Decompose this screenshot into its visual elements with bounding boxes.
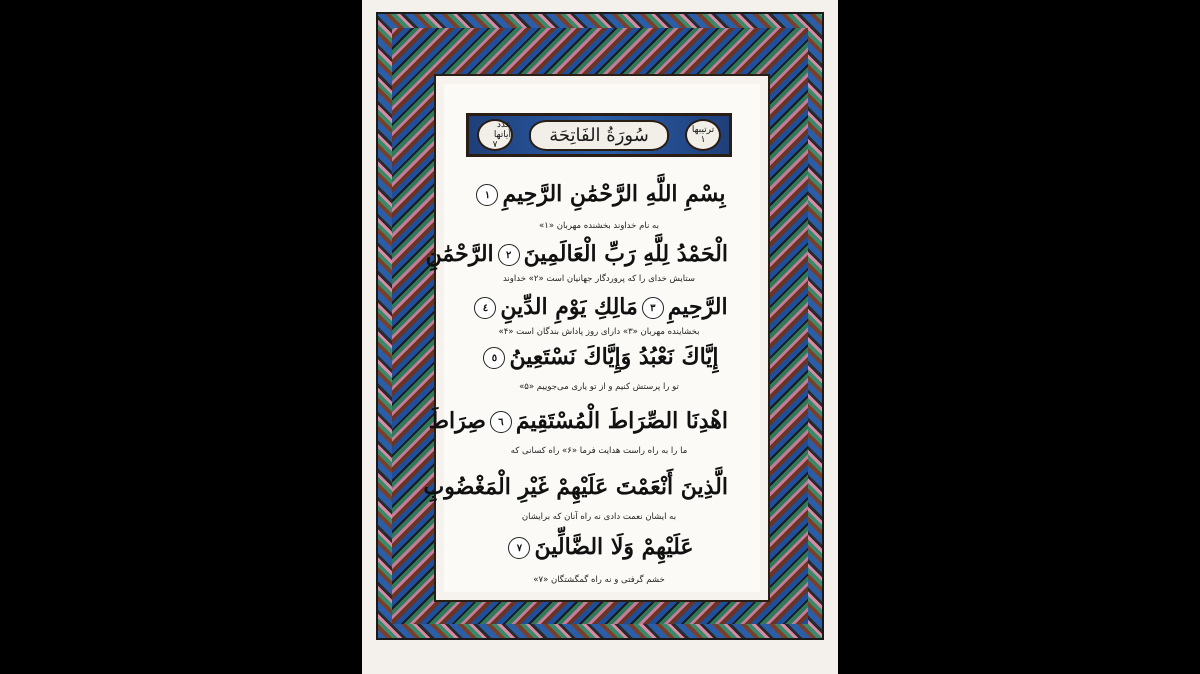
verse-6-arabic <box>428 408 728 434</box>
verse-2-arabic <box>425 241 728 267</box>
verse-5-arabic <box>470 344 728 370</box>
ayah-number-marker: ٤ <box>474 297 496 319</box>
verse-1-translation: به نام خداوند بخشنده مهربان «۱» <box>539 221 659 231</box>
ayah-number-marker: ٥ <box>483 347 505 369</box>
verse-2-translation: ستایش خدای را که پروردگار جهانیان است «۲» خداوند <box>502 274 696 284</box>
surah-order-medallion <box>685 119 721 151</box>
verse-text-continued: صِرَاطَ <box>428 408 486 434</box>
surah-title: سُورَةُ الفَاتِحَة <box>529 120 669 151</box>
verse-count-value: ٧ <box>492 140 498 150</box>
verse-6-translation: ما را به راه راست هدایت فرما «۶» راه کسانی که <box>510 446 688 456</box>
ayah-number-marker: ١ <box>476 184 498 206</box>
surah-order-label: ترتیبها <box>691 125 715 135</box>
verse-7b-translation: خشم گرفتی و نه راه گمگشتگان «۷» <box>533 575 665 585</box>
ayah-number-marker: ٧ <box>508 537 530 559</box>
verse-text-continued: مَالِكِ يَوْمِ الدِّينِ <box>500 294 638 320</box>
verse-text: الَّذِينَ أَنْعَمْتَ عَلَيْهِمْ غَيْرِ الْمَغْضُوبِ <box>423 474 728 500</box>
verse-text-continued: الرَّحْمَٰنِ <box>425 241 494 267</box>
verse-count-medallion <box>477 119 513 151</box>
ayah-number-marker: ٣ <box>642 297 664 319</box>
verse-7a-translation: به ایشان نعمت دادی نه راه آنان که برایشان <box>521 512 677 522</box>
verse-5-translation: تو را پرستش کنیم و از تو یاری می‌جوییم «۵» <box>519 382 679 392</box>
verse-3-arabic <box>470 294 728 320</box>
verse-text: الرَّحِيمِ <box>667 294 728 320</box>
ayah-number-marker: ٦ <box>490 411 512 433</box>
verse-3-translation: بخشاینده مهربان «۳» دارای روز پاداش بندگان است «۴» <box>498 327 700 337</box>
verse-7b-arabic <box>470 534 728 560</box>
verse-text: عَلَيْهِمْ وَلَا الضَّالِّينَ <box>534 534 694 560</box>
verse-text: إِيَّاكَ نَعْبُدُ وَإِيَّاكَ نَسْتَعِينُ <box>509 344 719 370</box>
verse-text: بِسْمِ اللَّهِ الرَّحْمَٰنِ الرَّحِيمِ <box>502 181 726 207</box>
verse-7a-arabic <box>423 474 728 500</box>
verse-text: اهْدِنَا الصِّرَاطَ الْمُسْتَقِيمَ <box>515 408 728 434</box>
ayah-number-marker: ٢ <box>498 244 520 266</box>
verse-count-label: عدد آیاتها <box>493 120 511 140</box>
surah-order-value: ١ <box>700 135 706 145</box>
surah-title-bar <box>466 113 732 157</box>
verse-text: الْحَمْدُ لِلَّهِ رَبِّ الْعَالَمِينَ <box>523 241 728 267</box>
verse-1-arabic <box>470 181 728 207</box>
